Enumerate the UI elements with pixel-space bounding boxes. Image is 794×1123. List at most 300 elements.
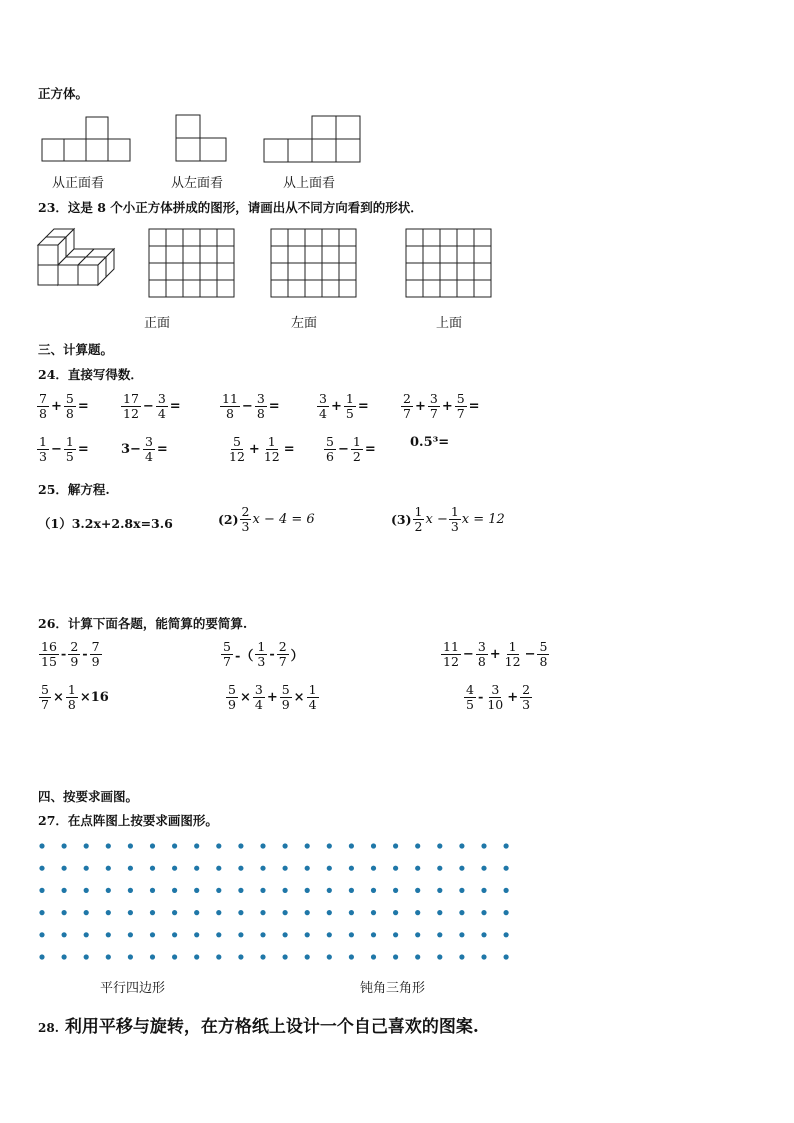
lattice-dot bbox=[260, 910, 265, 915]
lattice-dot bbox=[349, 954, 354, 959]
lattice-dot bbox=[106, 843, 111, 848]
lattice-dot bbox=[415, 888, 420, 893]
fraction: 4 5 bbox=[466, 682, 474, 712]
fraction: 16 15 bbox=[41, 639, 57, 669]
lattice-dot bbox=[371, 932, 376, 937]
lattice-dot bbox=[393, 954, 398, 959]
lattice-dot bbox=[260, 888, 265, 893]
operator: + bbox=[330, 399, 342, 414]
q24-r2-1 bbox=[36, 435, 90, 464]
grid-cell bbox=[183, 280, 200, 297]
lattice-dot bbox=[283, 932, 288, 937]
grid-cell bbox=[423, 263, 440, 280]
caption-left: 从左面看 bbox=[171, 176, 224, 191]
grid-cell bbox=[200, 229, 217, 246]
lattice-dot bbox=[371, 888, 376, 893]
operator: = bbox=[156, 442, 168, 457]
grid-cell bbox=[271, 229, 288, 246]
lattice-dot bbox=[39, 866, 44, 871]
section-4-heading: 四、按要求画图。 bbox=[38, 789, 139, 804]
grid-cell bbox=[149, 229, 166, 246]
lattice-dot bbox=[371, 954, 376, 959]
fraction: $\frac{1}{8}$ bbox=[67, 682, 76, 712]
grid-cell bbox=[339, 280, 356, 297]
lattice-dot bbox=[128, 843, 133, 848]
lattice-dot bbox=[106, 888, 111, 893]
lattice-dot bbox=[327, 910, 332, 915]
lattice-dot bbox=[459, 843, 464, 848]
lattice-dot bbox=[172, 932, 177, 937]
lattice-dot bbox=[504, 954, 509, 959]
q26-ex3 bbox=[440, 640, 550, 669]
grid-cell bbox=[457, 246, 474, 263]
fraction: $\frac{5}{8}$ bbox=[65, 391, 74, 421]
lattice-dot bbox=[283, 866, 288, 871]
operator: − bbox=[524, 647, 536, 662]
lattice-dot bbox=[437, 910, 442, 915]
label-front: 正面 bbox=[144, 316, 171, 331]
q24-r2-5 bbox=[409, 435, 450, 450]
q25-eq2: (2) 2 3 x − 4 = 6 bbox=[218, 504, 315, 534]
q23-text: 23．这是 8 个小正方体拼成的图形，请画出从不同方向看到的形状． bbox=[38, 200, 423, 215]
lattice-dot bbox=[504, 843, 509, 848]
section-3-heading: 三、计算题。 bbox=[38, 342, 114, 357]
grid-cell bbox=[406, 280, 423, 297]
grid-cell bbox=[474, 280, 491, 297]
grid-cell bbox=[322, 246, 339, 263]
lattice-dot bbox=[305, 843, 310, 848]
lattice-dot bbox=[504, 888, 509, 893]
grid-cell bbox=[217, 229, 234, 246]
lattice-dot bbox=[504, 866, 509, 871]
grid-top[interactable] bbox=[405, 228, 495, 298]
q26-ex6 bbox=[463, 683, 533, 712]
operator: + bbox=[414, 399, 426, 414]
fraction: $\frac{3}{8}$ bbox=[256, 391, 265, 421]
fraction: 2 7 bbox=[403, 391, 411, 421]
lattice-dot bbox=[62, 954, 67, 959]
grid-cell bbox=[322, 263, 339, 280]
lattice-dot bbox=[371, 910, 376, 915]
lattice-dot bbox=[194, 888, 199, 893]
grid-cell bbox=[149, 280, 166, 297]
fraction: 3 10 bbox=[487, 682, 504, 712]
operator: − bbox=[50, 442, 62, 457]
grid-cell bbox=[200, 263, 217, 280]
lattice-dot bbox=[283, 954, 288, 959]
grid-cell bbox=[149, 263, 166, 280]
lattice-dot bbox=[106, 910, 111, 915]
lattice-dot bbox=[84, 910, 89, 915]
fraction: 1 3 bbox=[39, 434, 47, 464]
lattice-dot bbox=[393, 932, 398, 937]
q25-text: 25．解方程. bbox=[38, 482, 110, 497]
lattice-dot bbox=[481, 843, 486, 848]
q24-r2-2 bbox=[120, 435, 169, 464]
operator: = bbox=[283, 442, 295, 457]
grid-cell bbox=[423, 280, 440, 297]
operator: + bbox=[507, 690, 519, 705]
lattice-dot bbox=[437, 888, 442, 893]
lattice-dot bbox=[172, 866, 177, 871]
grid-cell bbox=[200, 246, 217, 263]
grid-cell bbox=[217, 263, 234, 280]
dot-grid[interactable] bbox=[30, 835, 530, 965]
label-top: 上面 bbox=[436, 316, 463, 331]
fraction: 11 8 bbox=[222, 391, 238, 421]
lattice-dot bbox=[84, 954, 89, 959]
q26-text: 26．计算下面各题，能简算的要简算. bbox=[38, 616, 248, 631]
operator: 0.5³= bbox=[410, 435, 450, 450]
grid-cell bbox=[166, 246, 183, 263]
lattice-dot bbox=[84, 888, 89, 893]
lattice-dot bbox=[128, 866, 133, 871]
lattice-dot bbox=[305, 932, 310, 937]
lattice-dot bbox=[150, 888, 155, 893]
fraction: $\frac{5}{9}$ bbox=[228, 682, 236, 712]
grid-cell bbox=[406, 263, 423, 280]
lattice-dot bbox=[437, 843, 442, 848]
operator: + bbox=[50, 399, 62, 414]
operator: + bbox=[266, 690, 278, 705]
lattice-dot bbox=[459, 866, 464, 871]
q24-r2-4 bbox=[323, 435, 377, 464]
grid-cell bbox=[457, 229, 474, 246]
lattice-dot bbox=[194, 932, 199, 937]
lattice-dot bbox=[150, 910, 155, 915]
operator: = bbox=[77, 399, 89, 414]
lattice-dot bbox=[150, 866, 155, 871]
lattice-dot bbox=[39, 888, 44, 893]
fraction: $\frac{1}{5}$ bbox=[345, 391, 354, 421]
lattice-dot bbox=[459, 910, 464, 915]
lattice-dot bbox=[194, 910, 199, 915]
grid-cell bbox=[423, 229, 440, 246]
lattice-dot bbox=[327, 954, 332, 959]
grid-cell bbox=[183, 246, 200, 263]
q26-ex1 bbox=[38, 640, 103, 669]
fraction: 5 7 bbox=[223, 639, 231, 669]
grid-cell bbox=[440, 263, 457, 280]
lattice-dot bbox=[481, 954, 486, 959]
q28-text: 利用平移与旋转，在方格纸上设计一个自己喜欢的图案. bbox=[64, 1017, 479, 1037]
fraction: $\frac{5}{7}$ bbox=[456, 391, 465, 421]
lattice-dot bbox=[305, 888, 310, 893]
lattice-dot bbox=[39, 843, 44, 848]
lattice-dot bbox=[216, 932, 221, 937]
lattice-dot bbox=[415, 954, 420, 959]
lattice-dot bbox=[481, 910, 486, 915]
grid-cell bbox=[406, 246, 423, 263]
lattice-dot bbox=[437, 866, 442, 871]
grid-cell bbox=[288, 263, 305, 280]
lattice-dot bbox=[128, 932, 133, 937]
lattice-dot bbox=[260, 843, 265, 848]
grid-cell bbox=[288, 229, 305, 246]
lattice-dot bbox=[481, 932, 486, 937]
operator: = bbox=[364, 442, 376, 457]
grid-cell bbox=[339, 263, 356, 280]
lattice-dot bbox=[106, 866, 111, 871]
lattice-dot bbox=[459, 932, 464, 937]
fraction: $\frac{1}{12}$ bbox=[263, 434, 280, 464]
lattice-dot bbox=[260, 932, 265, 937]
lattice-dot bbox=[504, 910, 509, 915]
grid-cell bbox=[406, 229, 423, 246]
operator: - bbox=[477, 690, 484, 705]
lattice-dot bbox=[327, 932, 332, 937]
left-view-figure bbox=[176, 115, 226, 161]
grid-cell bbox=[200, 280, 217, 297]
q25-eq3: (3) 1 2 x − $\frac{1}{3}$ x = 12 bbox=[391, 504, 505, 534]
grid-cell bbox=[423, 246, 440, 263]
grid-cell bbox=[339, 229, 356, 246]
grid-cell bbox=[474, 263, 491, 280]
lattice-dot bbox=[415, 910, 420, 915]
lattice-dot bbox=[459, 888, 464, 893]
lattice-dot bbox=[327, 866, 332, 871]
lattice-dot bbox=[172, 954, 177, 959]
operator: − bbox=[462, 647, 474, 662]
lattice-dot bbox=[459, 954, 464, 959]
grid-cell bbox=[474, 229, 491, 246]
fraction: 5 12 bbox=[229, 434, 245, 464]
lattice-dot bbox=[150, 843, 155, 848]
operator: + bbox=[489, 647, 501, 662]
grid-cell bbox=[305, 263, 322, 280]
lattice-dot bbox=[39, 954, 44, 959]
lattice-dot bbox=[283, 888, 288, 893]
grid-cell bbox=[305, 280, 322, 297]
lattice-dot bbox=[371, 866, 376, 871]
operator: × bbox=[239, 690, 251, 705]
lattice-dot bbox=[305, 866, 310, 871]
q24-r1-1 bbox=[36, 392, 90, 421]
lattice-dot bbox=[283, 910, 288, 915]
top-view-figure bbox=[264, 116, 360, 162]
q26-ex5 bbox=[225, 683, 320, 712]
label-left: 左面 bbox=[291, 316, 318, 331]
lattice-dot bbox=[128, 954, 133, 959]
lattice-dot bbox=[216, 888, 221, 893]
lattice-dot bbox=[349, 910, 354, 915]
lattice-dot bbox=[238, 843, 243, 848]
lattice-dot bbox=[216, 954, 221, 959]
fraction: 17 12 bbox=[123, 391, 139, 421]
fraction: 1 3 bbox=[257, 639, 266, 669]
fraction: 7 8 bbox=[39, 391, 47, 421]
lattice-dot bbox=[62, 932, 67, 937]
fraction: $\frac{3}{8}$ bbox=[477, 639, 486, 669]
cube-stack-figure bbox=[30, 225, 130, 295]
fraction: $\frac{1}{2}$ bbox=[352, 434, 361, 464]
lattice-dot bbox=[150, 954, 155, 959]
grid-cell bbox=[271, 280, 288, 297]
views-figures bbox=[0, 110, 400, 170]
grid-cell bbox=[217, 246, 234, 263]
q24-text: 24．直接写得数． bbox=[38, 367, 143, 382]
operator: 3− bbox=[121, 442, 141, 457]
lattice-dot bbox=[216, 843, 221, 848]
operator: = bbox=[468, 399, 480, 414]
fraction: 5 6 bbox=[326, 434, 334, 464]
fraction: $\frac{3}{4}$ bbox=[254, 682, 263, 712]
grid-front[interactable] bbox=[148, 228, 238, 298]
q24-r1-5 bbox=[400, 392, 481, 421]
lattice-dot bbox=[194, 866, 199, 871]
lattice-dot bbox=[128, 888, 133, 893]
fraction: $\frac{5}{8}$ bbox=[539, 639, 548, 669]
fraction: $\frac{3}{4}$ bbox=[144, 434, 153, 464]
fraction: $\frac{1}{4}$ bbox=[308, 682, 317, 712]
lattice-dot bbox=[128, 910, 133, 915]
lattice-dot bbox=[238, 932, 243, 937]
lattice-dot bbox=[39, 910, 44, 915]
operator: × bbox=[52, 690, 64, 705]
operator: − bbox=[142, 399, 154, 414]
q25-eq1: （1）3.2x+2.8x=3.6 bbox=[38, 516, 173, 531]
grid-cell bbox=[166, 263, 183, 280]
lattice-dot bbox=[393, 843, 398, 848]
lattice-dot bbox=[172, 888, 177, 893]
lattice-dot bbox=[150, 932, 155, 937]
grid-cell bbox=[288, 246, 305, 263]
lattice-dot bbox=[238, 888, 243, 893]
operator: = bbox=[77, 442, 89, 457]
lattice-dot bbox=[84, 843, 89, 848]
lattice-dot bbox=[84, 932, 89, 937]
caption-front: 从正面看 bbox=[52, 176, 105, 191]
lattice-dot bbox=[62, 888, 67, 893]
front-view-figure bbox=[42, 117, 130, 161]
lattice-dot bbox=[216, 910, 221, 915]
lattice-dot bbox=[194, 843, 199, 848]
operator: ） bbox=[290, 649, 304, 664]
lattice-dot bbox=[393, 866, 398, 871]
operator: + bbox=[248, 442, 260, 457]
grid-cell bbox=[440, 229, 457, 246]
grid-cell bbox=[474, 246, 491, 263]
grid-cell bbox=[288, 280, 305, 297]
q26-ex2 bbox=[220, 640, 305, 669]
lattice-dot bbox=[327, 843, 332, 848]
lattice-dot bbox=[349, 888, 354, 893]
q24-r1-4 bbox=[316, 392, 370, 421]
intro-line: 正方体。 bbox=[38, 86, 89, 101]
grid-cell bbox=[305, 229, 322, 246]
grid-cell bbox=[457, 280, 474, 297]
lattice-dot bbox=[371, 843, 376, 848]
lattice-dot bbox=[415, 866, 420, 871]
lattice-dot bbox=[84, 866, 89, 871]
fraction: $\frac{1}{5}$ bbox=[65, 434, 74, 464]
operator: − bbox=[337, 442, 349, 457]
lattice-dot bbox=[260, 866, 265, 871]
lattice-dot bbox=[415, 843, 420, 848]
grid-cell bbox=[149, 246, 166, 263]
operator: - bbox=[60, 647, 67, 662]
operator: ×16 bbox=[79, 690, 109, 705]
q27-text: 27．在点阵图上按要求画图形。 bbox=[38, 813, 218, 828]
grid-cell bbox=[440, 280, 457, 297]
operator: = bbox=[357, 399, 369, 414]
lattice-dot bbox=[260, 954, 265, 959]
grid-cell bbox=[457, 263, 474, 280]
lattice-dot bbox=[437, 954, 442, 959]
lattice-dot bbox=[106, 954, 111, 959]
caption-obtuse-triangle: 钝角三角形 bbox=[360, 981, 426, 996]
lattice-dot bbox=[349, 932, 354, 937]
operator: − bbox=[241, 399, 253, 414]
lattice-dot bbox=[305, 954, 310, 959]
fraction: $\frac{3}{4}$ bbox=[157, 391, 166, 421]
lattice-dot bbox=[172, 910, 177, 915]
grid-cell bbox=[217, 280, 234, 297]
lattice-dot bbox=[106, 932, 111, 937]
lattice-dot bbox=[216, 866, 221, 871]
fraction: $\frac{5}{7}$ bbox=[41, 682, 49, 712]
lattice-dot bbox=[481, 866, 486, 871]
operator: - bbox=[82, 647, 88, 662]
lattice-dot bbox=[62, 910, 67, 915]
grid-cell bbox=[271, 263, 288, 280]
grid-cell bbox=[166, 229, 183, 246]
fraction: 11 12 bbox=[443, 639, 459, 669]
operator: + bbox=[441, 399, 453, 414]
caption-top: 从上面看 bbox=[283, 176, 336, 191]
fraction: 3 4 bbox=[319, 391, 327, 421]
q28-num: 28. bbox=[38, 1021, 59, 1035]
lattice-dot bbox=[349, 843, 354, 848]
operator: -（ bbox=[234, 649, 254, 664]
lattice-dot bbox=[481, 888, 486, 893]
grid-cell bbox=[339, 246, 356, 263]
lattice-dot bbox=[437, 932, 442, 937]
lattice-dot bbox=[415, 932, 420, 937]
q28 bbox=[38, 1012, 479, 1037]
q24-r1-3 bbox=[219, 392, 281, 421]
lattice-dot bbox=[305, 910, 310, 915]
lattice-dot bbox=[172, 843, 177, 848]
fraction: 2 9 bbox=[70, 639, 79, 669]
caption-parallelogram: 平行四边形 bbox=[100, 981, 166, 996]
operator: × bbox=[293, 690, 305, 705]
grid-cell bbox=[183, 229, 200, 246]
operator: - bbox=[269, 647, 275, 662]
grid-cell bbox=[440, 246, 457, 263]
lattice-dot bbox=[238, 866, 243, 871]
lattice-dot bbox=[194, 954, 199, 959]
lattice-dot bbox=[62, 866, 67, 871]
grid-cell bbox=[322, 280, 339, 297]
q24-r2-3 bbox=[226, 435, 296, 464]
lattice-dot bbox=[62, 843, 67, 848]
q26-ex4 bbox=[38, 683, 110, 712]
lattice-dot bbox=[39, 932, 44, 937]
grid-cell bbox=[305, 246, 322, 263]
fraction: 7 9 bbox=[91, 639, 100, 669]
grid-left[interactable] bbox=[270, 228, 360, 298]
lattice-dot bbox=[393, 910, 398, 915]
fraction: 2 7 bbox=[278, 639, 287, 669]
grid-cell bbox=[183, 263, 200, 280]
fraction: $\frac{1}{12}$ bbox=[504, 639, 521, 669]
lattice-dot bbox=[283, 843, 288, 848]
fraction: $\frac{3}{7}$ bbox=[429, 391, 438, 421]
lattice-dot bbox=[504, 932, 509, 937]
operator: = bbox=[169, 399, 181, 414]
lattice-dot bbox=[393, 888, 398, 893]
